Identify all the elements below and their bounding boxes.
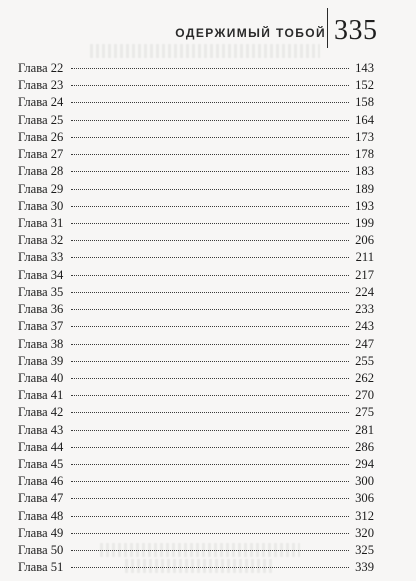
dot-leader bbox=[71, 447, 349, 448]
chapter-page-number: 173 bbox=[355, 129, 374, 144]
chapter-page-number: 233 bbox=[355, 302, 374, 317]
chapter-page-number: 320 bbox=[355, 525, 374, 540]
dot-leader bbox=[71, 257, 349, 258]
chapter-title: Глава 37 bbox=[18, 319, 64, 334]
dot-leader bbox=[71, 292, 349, 293]
chapter-page-number: 143 bbox=[355, 61, 374, 75]
chapter-page-number: 247 bbox=[355, 336, 374, 351]
toc-entry bbox=[18, 146, 374, 163]
chapter-title: Глава 25 bbox=[18, 112, 64, 127]
chapter-title: Глава 27 bbox=[18, 147, 64, 162]
dot-leader bbox=[71, 533, 349, 534]
chapter-page-number: 281 bbox=[355, 422, 374, 437]
toc-entry bbox=[18, 318, 374, 335]
chapter-page-number: 217 bbox=[355, 267, 374, 282]
chapter-title: Глава 46 bbox=[18, 474, 64, 489]
toc-entry bbox=[18, 473, 374, 490]
toc-entry bbox=[18, 198, 374, 215]
chapter-title: Глава 28 bbox=[18, 164, 64, 179]
chapter-page-number: 294 bbox=[355, 457, 374, 472]
running-title: ОДЕРЖИМЫЙ ТОБОЙ bbox=[175, 26, 326, 40]
chapter-title: Глава 39 bbox=[18, 353, 64, 368]
toc-entry bbox=[18, 112, 374, 129]
chapter-page-number: 300 bbox=[355, 474, 374, 489]
dot-leader bbox=[71, 464, 349, 465]
toc-entry bbox=[18, 404, 374, 421]
chapter-page-number: 189 bbox=[355, 181, 374, 196]
dot-leader bbox=[71, 275, 349, 276]
toc-entry bbox=[18, 559, 374, 576]
show-through-line bbox=[90, 44, 320, 58]
chapter-title: Глава 32 bbox=[18, 233, 64, 248]
chapter-page-number: 243 bbox=[355, 319, 374, 334]
toc-entry bbox=[18, 301, 374, 318]
toc-entry bbox=[18, 456, 374, 473]
chapter-page-number: 275 bbox=[355, 405, 374, 420]
table-of-contents bbox=[18, 60, 374, 577]
toc-entry bbox=[18, 439, 374, 456]
toc-entry bbox=[18, 490, 374, 507]
dot-leader bbox=[71, 481, 349, 482]
chapter-page-number: 199 bbox=[355, 215, 374, 230]
chapter-title: Глава 41 bbox=[18, 388, 64, 403]
page-number: 335 bbox=[334, 15, 378, 46]
dot-leader bbox=[71, 309, 349, 310]
toc-entry bbox=[18, 353, 374, 370]
chapter-title: Глава 50 bbox=[18, 543, 64, 558]
dot-leader bbox=[71, 516, 349, 517]
chapter-title: Глава 23 bbox=[18, 78, 64, 93]
toc-entry bbox=[18, 284, 374, 301]
chapter-page-number: 325 bbox=[355, 543, 374, 558]
chapter-page-number: 224 bbox=[355, 284, 374, 299]
chapter-page-number: 286 bbox=[355, 439, 374, 454]
chapter-page-number: 262 bbox=[355, 370, 374, 385]
header-divider bbox=[327, 8, 328, 48]
chapter-page-number: 339 bbox=[355, 560, 374, 575]
page-header bbox=[0, 0, 416, 48]
chapter-title: Глава 22 bbox=[18, 61, 64, 75]
chapter-title: Глава 43 bbox=[18, 422, 64, 437]
toc-entry bbox=[18, 267, 374, 284]
chapter-title: Глава 42 bbox=[18, 405, 64, 420]
dot-leader bbox=[71, 223, 349, 224]
chapter-page-number: 255 bbox=[355, 353, 374, 368]
chapter-title: Глава 48 bbox=[18, 508, 64, 523]
toc-entry bbox=[18, 542, 374, 559]
chapter-page-number: 270 bbox=[355, 388, 374, 403]
dot-leader bbox=[71, 68, 349, 69]
dot-leader bbox=[71, 550, 349, 551]
dot-leader bbox=[71, 171, 349, 172]
chapter-page-number: 178 bbox=[355, 147, 374, 162]
chapter-title: Глава 40 bbox=[18, 370, 64, 385]
dot-leader bbox=[71, 567, 349, 568]
chapter-page-number: 152 bbox=[355, 78, 374, 93]
chapter-title: Глава 30 bbox=[18, 198, 64, 213]
chapter-page-number: 193 bbox=[355, 198, 374, 213]
chapter-page-number: 183 bbox=[355, 164, 374, 179]
chapter-page-number: 164 bbox=[355, 112, 374, 127]
toc-entry bbox=[18, 60, 374, 77]
chapter-title: Глава 45 bbox=[18, 457, 64, 472]
toc-entry bbox=[18, 422, 374, 439]
toc-entry bbox=[18, 163, 374, 180]
toc-entry bbox=[18, 508, 374, 525]
toc-entry bbox=[18, 370, 374, 387]
dot-leader bbox=[71, 154, 349, 155]
chapter-title: Глава 51 bbox=[18, 560, 64, 575]
toc-entry bbox=[18, 215, 374, 232]
chapter-title: Глава 38 bbox=[18, 336, 64, 351]
chapter-title: Глава 24 bbox=[18, 95, 64, 110]
toc-entry bbox=[18, 181, 374, 198]
toc-entry bbox=[18, 387, 374, 404]
dot-leader bbox=[71, 344, 349, 345]
dot-leader bbox=[71, 326, 349, 327]
chapter-page-number: 158 bbox=[355, 95, 374, 110]
chapter-page-number: 211 bbox=[355, 250, 374, 265]
chapter-page-number: 206 bbox=[355, 233, 374, 248]
toc-entry bbox=[18, 249, 374, 266]
toc-entry bbox=[18, 94, 374, 111]
toc-entry bbox=[18, 525, 374, 542]
dot-leader bbox=[71, 206, 349, 207]
toc-entry bbox=[18, 77, 374, 94]
chapter-title: Глава 34 bbox=[18, 267, 64, 282]
dot-leader bbox=[71, 412, 349, 413]
chapter-title: Глава 33 bbox=[18, 250, 64, 265]
chapter-title: Глава 31 bbox=[18, 215, 64, 230]
dot-leader bbox=[71, 240, 349, 241]
toc-entry bbox=[18, 129, 374, 146]
dot-leader bbox=[71, 85, 349, 86]
dot-leader bbox=[71, 137, 349, 138]
dot-leader bbox=[71, 120, 349, 121]
chapter-title: Глава 47 bbox=[18, 491, 64, 506]
dot-leader bbox=[71, 189, 349, 190]
chapter-title: Глава 29 bbox=[18, 181, 64, 196]
toc-entry bbox=[18, 336, 374, 353]
toc-entry bbox=[18, 232, 374, 249]
dot-leader bbox=[71, 102, 349, 103]
chapter-title: Глава 44 bbox=[18, 439, 64, 454]
chapter-page-number: 306 bbox=[355, 491, 374, 506]
dot-leader bbox=[71, 378, 349, 379]
dot-leader bbox=[71, 395, 349, 396]
dot-leader bbox=[71, 498, 349, 499]
chapter-title: Глава 49 bbox=[18, 525, 64, 540]
dot-leader bbox=[71, 430, 349, 431]
chapter-title: Глава 36 bbox=[18, 302, 64, 317]
chapter-title: Глава 35 bbox=[18, 284, 64, 299]
chapter-title: Глава 26 bbox=[18, 129, 64, 144]
chapter-page-number: 312 bbox=[355, 508, 374, 523]
dot-leader bbox=[71, 361, 349, 362]
